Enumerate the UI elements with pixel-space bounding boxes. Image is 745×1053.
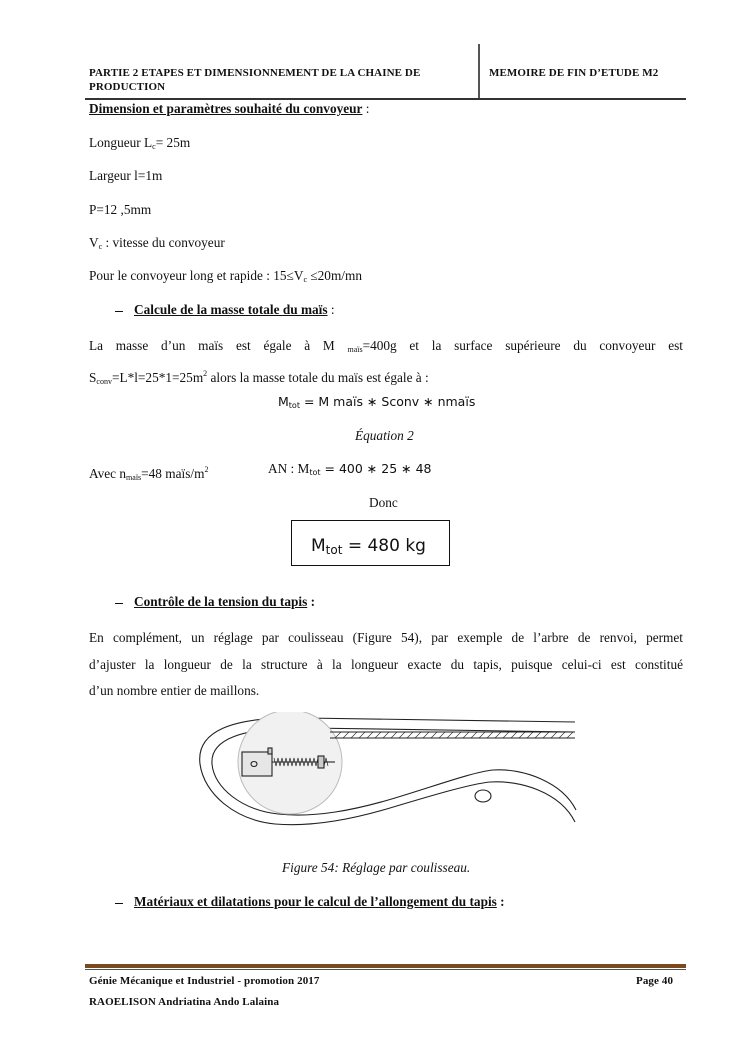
bullet-dash <box>115 311 123 312</box>
heading-materiaux: Matériaux et dilatations pour le calcul de l’allongement du tapis : <box>134 894 505 909</box>
footer-rule-thin <box>85 969 686 970</box>
equation-2: $M_{tot} = M$ maïs ∗ Sconv ∗ nmaïs <box>278 394 476 410</box>
param-vc: $V_c$ : vitesse du convoyeur <box>89 235 225 251</box>
masse-line2: $S_{conv}=L*l=25*1=25m^2$ alors la masse totale du maïs est égale à : <box>89 369 429 386</box>
an-line: AN : $M_{tot} = 400$ ∗ 25 ∗ 48 <box>268 461 432 477</box>
result-formula: Mtot = 480 kg <box>311 536 426 557</box>
donc: Donc <box>369 495 398 510</box>
footer-page: Page 40 <box>636 975 674 987</box>
section-title: Dimension et paramètres souhaité du convoyeur : <box>89 101 370 116</box>
param-p: P=12 ,5mm <box>89 202 152 217</box>
footer-left: Génie Mécanique et Industriel - promotion 2017 <box>89 975 320 987</box>
header-left <box>89 66 474 94</box>
header-left-line1: PARTIE 2 ETAPES ET DIMENSIONNEMENT DE LA CHAINE DE <box>89 67 421 79</box>
param-longueur: Longueur $L_c= 25m$ <box>89 135 191 151</box>
figure-caption: Figure 54: Réglage par coulisseau. <box>282 860 471 875</box>
param-largeur: Largeur l=1m <box>89 168 163 183</box>
equation-label: Équation 2 <box>355 428 414 443</box>
tension-paragraph <box>89 625 683 705</box>
masse-line1: La masse d’un maïs est égale à M $_{maïs}$=400g et la surface supérieure du convoyeur est <box>89 338 683 354</box>
tension-line1: En complément, un réglage par coulisseau (Figure 54), par exemple de l’arbre de renvoi, permet <box>89 630 683 645</box>
section-title-text: Dimension et paramètres souhaité du convoyeur <box>89 101 363 116</box>
footer-author: RAOELISON Andriatina Ando Lalaina <box>89 996 280 1008</box>
header-divider <box>478 44 480 98</box>
bullet-dash <box>115 903 123 904</box>
header-right: MEMOIRE DE FIN D’ETUDE M2 <box>489 67 659 79</box>
footer-rule <box>85 964 686 968</box>
heading-masse: Calcule de la masse totale du maïs : <box>134 302 335 317</box>
masse-paragraph <box>89 334 683 394</box>
bullet-dash <box>115 603 123 604</box>
tension-line2: d’ajuster la longueur de la structure à la longueur exacte du tapis, puisque celui-ci est constitué <box>89 656 683 672</box>
figure-coulisseau <box>190 712 580 850</box>
param-pour: Pour le convoyeur long et rapide : $15\le V_c \le 20m/mn$ <box>89 268 362 284</box>
tension-line3: d’un nombre entier de maillons. <box>89 683 260 698</box>
avec-line: Avec $n_{maïs}=48$ maïs/$m^2$ <box>89 465 209 482</box>
header-left-line2: PRODUCTION <box>89 81 166 93</box>
heading-tension: Contrôle de la tension du tapis : <box>134 594 316 609</box>
